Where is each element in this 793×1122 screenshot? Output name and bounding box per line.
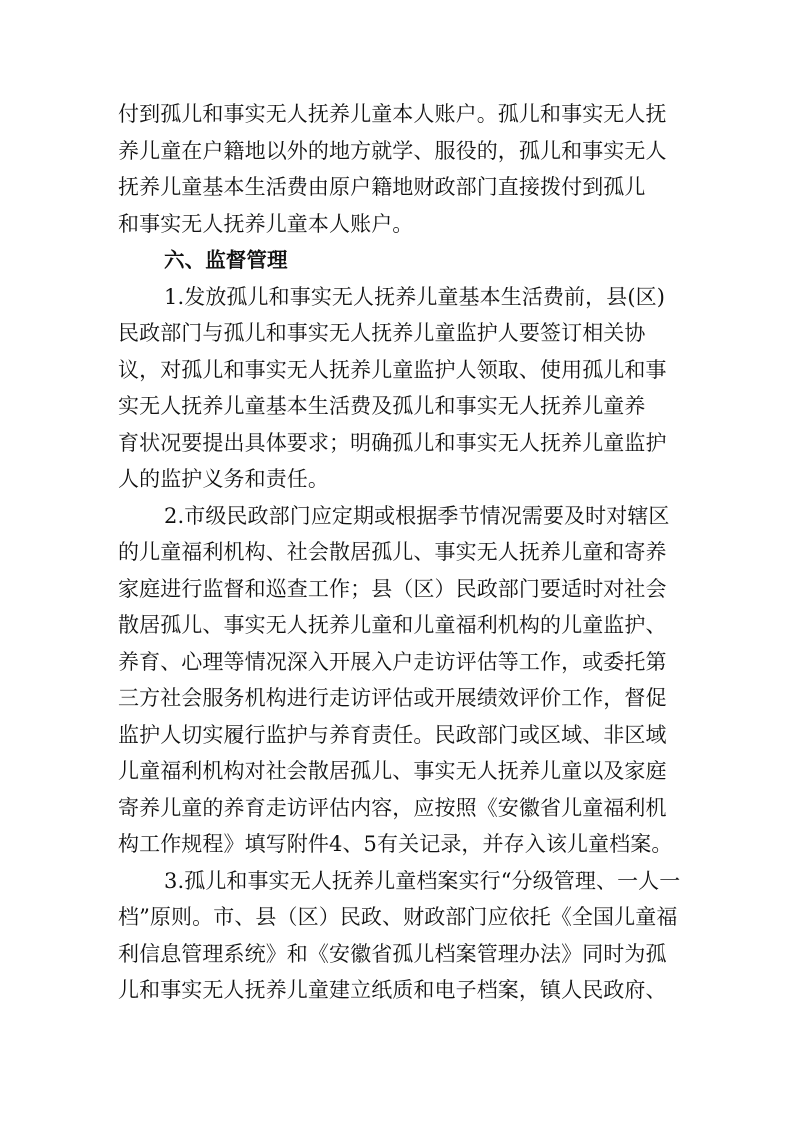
paragraph-line: 儿和事实无人抚养儿童建立纸质和电子档案，镇人民政府、 <box>118 978 667 1002</box>
paragraph-line: 2.市级民政部门应定期或根据季节情况需要及时对辖区 <box>164 503 670 528</box>
paragraph-line: 1.发放孤儿和事实无人抚养儿童基本生活费前，县(区) <box>164 284 666 309</box>
paragraph-line: 儿童福利机构对社会散居孤儿、事实无人抚养儿童以及家庭 <box>118 759 667 783</box>
section-heading: 六、监督管理 <box>164 248 288 272</box>
paragraph-line: 实无人抚养儿童基本生活费及孤儿和事实无人抚养儿童养 <box>118 394 646 418</box>
paragraph-line: 构工作规程》填写附件4、5有关记录，并存入该儿童档案。 <box>118 832 673 856</box>
paragraph-line: 监护人切实履行监护与养育责任。民政部门或区域、非区域 <box>118 722 667 747</box>
paragraph-line: 档”原则。市、县（区）民政、财政部门应依托《全国儿童福 <box>118 905 678 929</box>
paragraph-line: 散居孤儿、事实无人抚养儿童和儿童福利机构的儿童监护、 <box>118 613 667 637</box>
paragraph-line: 议，对孤儿和事实无人抚养儿童监护人领取、使用孤儿和事 <box>118 357 667 382</box>
paragraph-line: 抚养儿童基本生活费由原户籍地财政部门直接拨付到孤儿 <box>118 175 646 199</box>
paragraph-line: 家庭进行监督和巡查工作；县（区）民政部门要适时对社会 <box>118 576 667 601</box>
paragraph-line: 育状况要提出具体要求；明确孤儿和事实无人抚养儿童监护 <box>118 430 667 455</box>
paragraph-line: 付到孤儿和事实无人抚养儿童本人账户。孤儿和事实无人抚 <box>118 102 667 126</box>
paragraph-line: 养儿童在户籍地以外的地方就学、服役的，孤儿和事实无人 <box>118 138 667 163</box>
paragraph-line: 三方社会服务机构进行走访评估或开展绩效评价工作，督促 <box>118 686 667 710</box>
paragraph-line: 养育、心理等情况深入开展入户走访评估等工作，或委托第 <box>118 649 667 674</box>
paragraph-line: 3.孤儿和事实无人抚养儿童档案实行“分级管理、一人一 <box>164 868 681 893</box>
paragraph-line: 利信息管理系统》和《安徽省孤儿档案管理办法》同时为孤 <box>118 941 667 966</box>
paragraph-line: 民政部门与孤儿和事实无人抚养儿童监护人要签订相关协 <box>118 321 646 345</box>
document-body <box>118 96 681 1009</box>
paragraph-line: 的儿童福利机构、社会散居孤儿、事实无人抚养儿童和寄养 <box>118 540 667 564</box>
paragraph-line: 和事实无人抚养儿童本人账户。 <box>118 211 414 236</box>
paragraph-line: 寄养儿童的养育走访评估内容，应按照《安徽省儿童福利机 <box>118 795 667 820</box>
paragraph-line: 人的监护义务和责任。 <box>118 467 329 491</box>
